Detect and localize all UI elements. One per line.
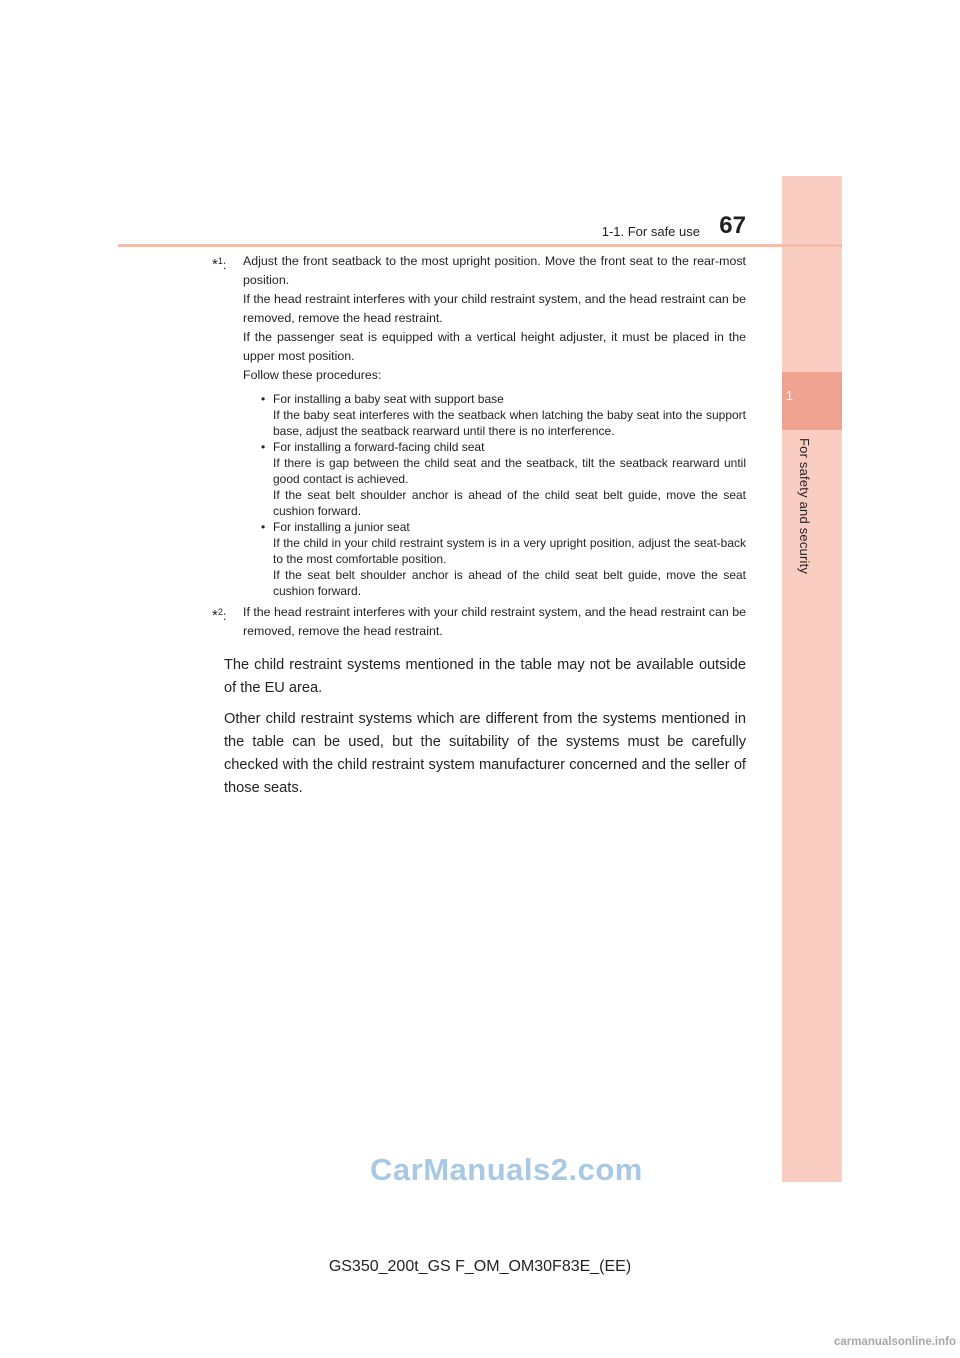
list-item-text: If the seat belt shoulder anchor is ahead of the child seat belt guide, move the seat cushion forward. [273, 488, 746, 518]
list-item-text: If the seat belt shoulder anchor is ahead of the child seat belt guide, move the seat cushion forward. [273, 568, 746, 598]
list-item: • For installing a baby seat with support base If the baby seat interferes with the seatback when latching the baby seat into the support base, adjust the seatback rearward until there is no interference. [261, 392, 746, 438]
list-item-text: If the child in your child restraint system is in a very upright position, adjust the seat-back to the most comfortable position. [273, 536, 746, 566]
list-item-title: For installing a forward-facing child seat [273, 440, 485, 454]
list-item: • For installing a forward-facing child seat If there is gap between the child seat and the seatback, tilt the seatback rearward until good contact is achieved. If the seat belt shoulder anchor is ahead of the child seat belt guide, move the seat cushion forward. [261, 440, 746, 518]
footnote-1-marker: *$^1$: [212, 256, 227, 273]
page-number: 67 [719, 212, 746, 239]
footnotes [212, 252, 746, 641]
list-item-text: If the baby seat interferes with the seatback when latching the baby seat into the support base, adjust the seatback rearward until there is no interference. [273, 408, 746, 438]
footnote-1-line: If the head restraint interferes with your child restraint system, and the head restraint can be removed, remove the head restraint. [243, 292, 746, 325]
footnote-1-line: Adjust the front seatback to the most upright position. Move the front seat to the rear-most position. [243, 254, 746, 287]
watermark: CarManuals2.com [370, 1152, 643, 1187]
footnote-2-marker: *$^2$: [212, 607, 227, 624]
chapter-title: For safety and security [797, 438, 812, 575]
list-item-text: If there is gap between the child seat and the seatback, tilt the seatback rearward until good contact is achieved. [273, 456, 746, 486]
body-paragraph: Other child restraint systems which are different from the systems mentioned in the table can be used, but the suitability of the systems must be carefully checked with the child restraint system manufacturer concerned and the seller of those seats. [224, 711, 746, 796]
chapter-number: 1 [785, 388, 794, 403]
footnote-1-line: If the passenger seat is equipped with a vertical height adjuster, it must be placed in the upper most position. [243, 330, 746, 363]
header-rule [118, 244, 842, 247]
footnote-2-text: If the head restraint interferes with your child restraint system, and the head restraint can be removed, remove the head restraint. [243, 605, 746, 638]
list-item-title: For installing a baby seat with support base [273, 392, 504, 406]
list-item-title: For installing a junior seat [273, 520, 410, 534]
section-title: 1-1. For safe use [601, 224, 700, 239]
footnote-1 [212, 252, 746, 599]
footnote-2 [212, 603, 746, 641]
footnote-1-line: Follow these procedures: [243, 368, 382, 382]
body-text [224, 654, 746, 808]
chapter-sidebar [782, 176, 842, 1182]
list-item: • For installing a junior seat If the child in your child restraint system is in a very upright position, adjust the seat-back to the most comfortable position. If the seat belt shoulder anchor is ahead of the child seat belt guide, move the seat cushion forward. [261, 520, 746, 598]
site-watermark: carmanualsonline.info [833, 1336, 956, 1348]
body-paragraph: The child restraint systems mentioned in the table may not be available outside of the EU area. [224, 657, 746, 696]
document-id: GS350_200t_GS F_OM_OM30F83E_(EE) [328, 1258, 632, 1275]
procedure-list [243, 391, 746, 599]
